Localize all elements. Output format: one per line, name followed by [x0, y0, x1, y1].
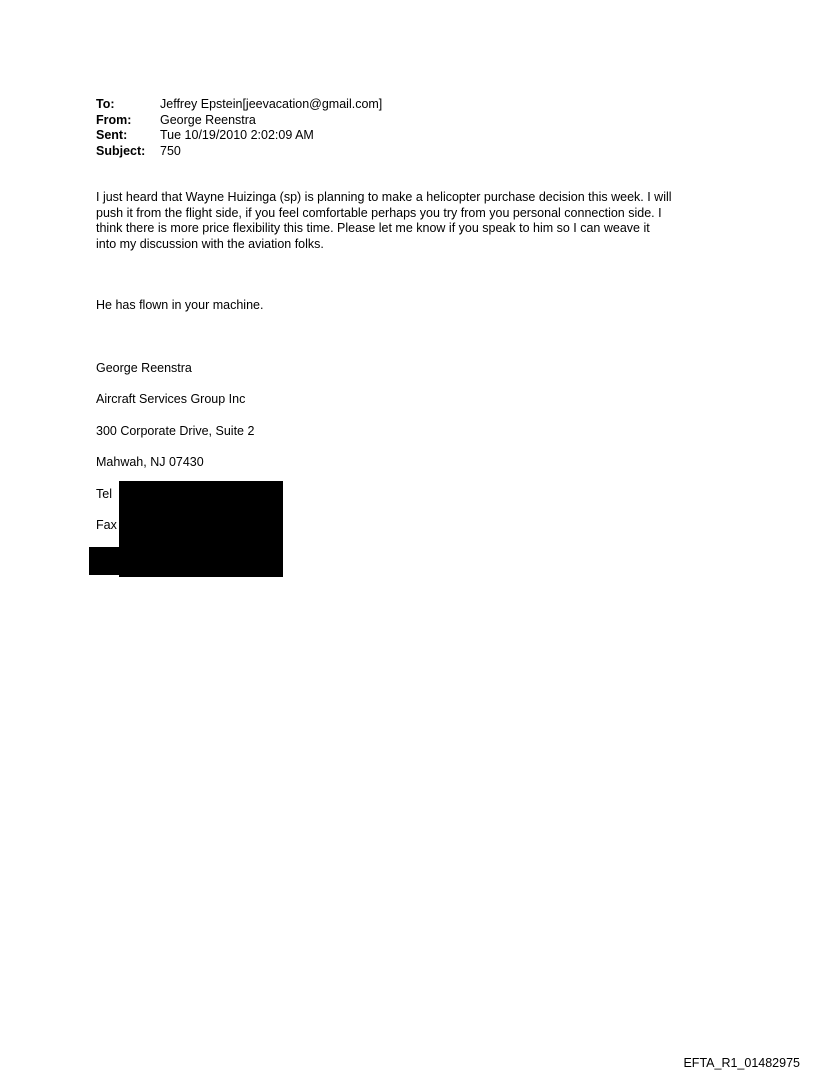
document-id: EFTA_R1_01482975: [683, 1056, 800, 1070]
signature-name: George Reenstra: [96, 361, 192, 375]
redaction-block-left: [89, 547, 121, 575]
subject-label: Subject:: [96, 143, 146, 158]
subject-value: 750: [160, 143, 181, 158]
signature-tel-label: Tel: [96, 487, 112, 501]
redaction-block-contact: [119, 481, 283, 577]
to-label: To:: [96, 97, 115, 111]
subject-row: [96, 144, 382, 160]
to-row: [96, 97, 382, 113]
from-label: From:: [96, 112, 132, 127]
signature-company: Aircraft Services Group Inc: [96, 392, 246, 406]
email-header: [96, 97, 382, 159]
email-body-paragraph-2: He has flown in your machine.: [96, 298, 264, 312]
sent-row: [96, 128, 382, 144]
signature-fax-label: Fax: [96, 518, 117, 532]
email-body-paragraph-1: I just heard that Wayne Huizinga (sp) is planning to make a helicopter purchase decision this week. I will push it from the flight side, if you feel comfortable perhaps you try from you personal connection side. I think there is more price flexibility this time. Please let me know if you speak to him so I can weave it into my discussion with the aviation folks.: [96, 190, 672, 251]
to-value: Jeffrey Epstein[jeevacation@gmail.com]: [160, 97, 383, 111]
from-row: [96, 113, 382, 129]
sent-value: Tue 10/19/2010 2:02:09 AM: [160, 128, 314, 142]
sent-label: Sent:: [96, 128, 128, 142]
signature-address: 300 Corporate Drive, Suite 2: [96, 424, 255, 438]
from-value: George Reenstra: [160, 112, 256, 127]
signature-city: Mahwah, NJ 07430: [96, 455, 204, 469]
